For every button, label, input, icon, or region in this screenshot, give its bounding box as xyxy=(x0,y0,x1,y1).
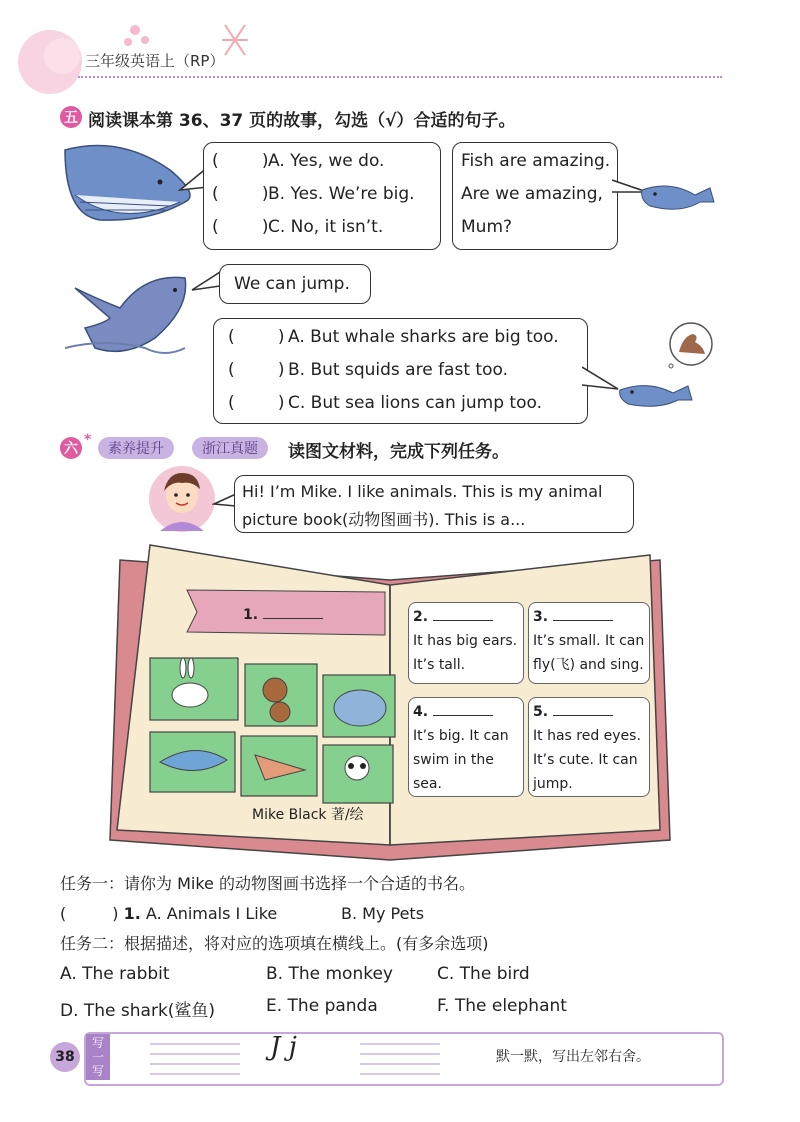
header-divider xyxy=(78,76,722,78)
answer-blank[interactable] xyxy=(553,701,613,716)
card-number: 3. xyxy=(533,609,549,625)
option-row[interactable] xyxy=(228,354,587,387)
option-row[interactable] xyxy=(212,145,440,178)
write-tag xyxy=(86,1034,110,1080)
question-number: 1. xyxy=(123,904,141,923)
option-text: A. Animals I Like xyxy=(145,904,278,923)
section-5-instruction: 阅读课本第 36、37 页的故事，勾选（√）合适的句子。 xyxy=(88,111,516,131)
task-2-option: D. The shark(鲨鱼) xyxy=(60,1001,216,1021)
section-6-instruction: 读图文材料，完成下列任务。 xyxy=(288,442,509,462)
speech-line: We can jump. xyxy=(234,274,350,294)
card-number: 5. xyxy=(533,704,549,720)
clue-card-3 xyxy=(528,602,650,684)
tag-zhejiang: 浙江真题 xyxy=(192,437,268,459)
write-tag-char: 一 xyxy=(91,1050,104,1064)
footer-instruction: 默一默，写出左邻右舍。 xyxy=(496,1049,650,1065)
answer-blank[interactable] xyxy=(263,604,323,619)
answer-blank[interactable] xyxy=(433,606,493,621)
bubble-tail-jump xyxy=(190,268,220,298)
card-line: It has red eyes. xyxy=(533,728,641,744)
card-line: swim in the xyxy=(413,752,494,768)
challenge-star: * xyxy=(84,432,92,448)
whale-jumping-illustration xyxy=(65,268,195,363)
answer-parens[interactable]: ( ) xyxy=(212,217,269,237)
option-text: B. But squids are fast too. xyxy=(288,360,508,380)
clue-card-2 xyxy=(408,602,524,684)
task-2-option: F. The elephant xyxy=(437,996,567,1016)
book-author: Mike Black 著/绘 xyxy=(252,807,364,823)
card-number: 2. xyxy=(413,609,429,625)
answer-parens[interactable]: ( ) xyxy=(228,393,285,413)
task-1-title: 任务一：请你为 Mike 的动物图画书选择一个合适的书名。 xyxy=(60,874,475,893)
write-tag-char: 写 xyxy=(91,1064,104,1078)
clue-card-5 xyxy=(528,697,650,797)
baby-whale-bubble xyxy=(452,142,618,250)
sea-lion-thought-bubble xyxy=(665,322,715,370)
banner-num: 1. xyxy=(243,607,259,623)
answer-parens[interactable]: ( ) xyxy=(212,151,269,171)
baby-whale-2-illustration xyxy=(618,378,698,412)
answer-blank[interactable] xyxy=(433,701,493,716)
clue-card-4 xyxy=(408,697,524,797)
speech-line: Mum? xyxy=(461,217,513,237)
speech-line: Hi! I’m Mike. I like animals. This is my animal xyxy=(242,482,603,501)
speech-line: Fish are amazing. xyxy=(461,151,611,171)
option-text: C. No, it isn’t. xyxy=(268,217,384,237)
option-row[interactable] xyxy=(228,321,587,354)
panda-icon xyxy=(345,756,369,780)
card-line: It has big ears. xyxy=(413,633,518,649)
section-5-badge: 五 xyxy=(60,106,82,128)
speech-line: Are we amazing, xyxy=(461,184,603,204)
baby-whale-illustration xyxy=(640,180,720,220)
writing-lines[interactable] xyxy=(150,1038,450,1078)
option-row[interactable] xyxy=(212,178,440,211)
speech-line: picture book(动物图画书). This is a... xyxy=(242,510,526,529)
card-line: It’s big. It can xyxy=(413,728,509,744)
jump-bubble xyxy=(219,264,371,304)
card-line: It’s small. It can xyxy=(533,633,645,649)
answer-parens[interactable]: ( ) xyxy=(228,327,285,347)
card-line: jump. xyxy=(533,776,573,792)
bubble-tail-q2 xyxy=(582,365,622,395)
answer-parens[interactable]: ( ) xyxy=(212,184,269,204)
option-text: A. But whale sharks are big too. xyxy=(288,327,559,347)
answer-bubble-q2 xyxy=(213,318,588,424)
option-row[interactable] xyxy=(212,211,440,244)
task-1-question[interactable] xyxy=(60,898,277,929)
mike-speech-bubble xyxy=(234,475,634,533)
task-2-option: E. The panda xyxy=(266,996,378,1016)
option-row[interactable] xyxy=(228,387,587,420)
tag-literacy: 素养提升 xyxy=(98,437,174,459)
option-text: C. But sea lions can jump too. xyxy=(288,393,542,413)
mike-avatar xyxy=(148,465,216,533)
task-2-title: 任务二：根据描述，将对应的选项填在横线上。(有多余选项) xyxy=(60,934,489,953)
letters-jj: J j xyxy=(270,1032,297,1062)
option-text: A. Yes, we do. xyxy=(268,151,385,171)
book-banner-number xyxy=(243,604,323,623)
task-2-option: B. The monkey xyxy=(266,964,393,984)
card-line: fly(飞) and sing. xyxy=(533,657,644,673)
elephant-icon xyxy=(334,690,386,726)
task-1-option-b: B. My Pets xyxy=(341,904,425,923)
section-6-badge: 六 xyxy=(60,437,82,459)
answer-bubble-q1 xyxy=(203,142,441,250)
answer-paren-open: ( xyxy=(60,904,67,923)
card-line: It’s tall. xyxy=(413,657,466,673)
card-line: It’s cute. It can xyxy=(533,752,638,768)
task-2-option: A. The rabbit xyxy=(60,964,170,984)
answer-blank[interactable] xyxy=(553,606,613,621)
bubble-tail-mike xyxy=(212,492,236,512)
answer-parens[interactable]: ( ) xyxy=(228,360,285,380)
write-tag-char: 写 xyxy=(91,1036,104,1050)
page-number: 38 xyxy=(50,1042,80,1072)
card-line: sea. xyxy=(413,776,442,792)
page-header-title: 三年级英语上（RP） xyxy=(85,52,225,70)
answer-paren-close: ) xyxy=(112,904,119,923)
card-number: 4. xyxy=(413,704,429,720)
option-text: B. Yes. We’re big. xyxy=(268,184,415,204)
task-2-option: C. The bird xyxy=(437,964,530,984)
